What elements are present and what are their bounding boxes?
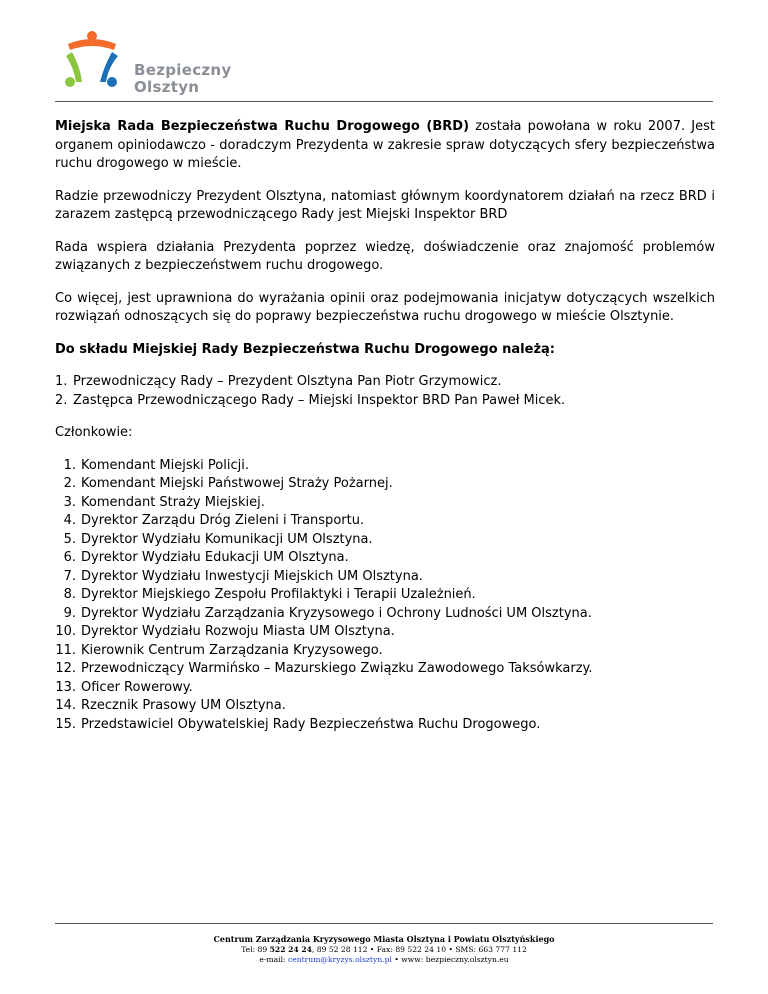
brand-line-1: Bezpieczny: [134, 61, 232, 79]
list-number: 15.: [55, 716, 76, 732]
list-text: Dyrektor Wydziału Inwestycji Miejskich UM Olsztyna.: [81, 568, 423, 584]
tel-label: Tel: 89: [241, 944, 270, 954]
list-item: [55, 549, 715, 568]
footer-contact: [55, 945, 713, 956]
list-text: Przewodniczący Rady – Prezydent Olsztyna Pan Piotr Grzymowicz.: [73, 374, 502, 389]
list-item: [55, 568, 715, 587]
list-number: 12.: [55, 661, 76, 676]
brand-line-2: Olsztyn: [134, 78, 200, 96]
tel-main: 522 24 24: [269, 944, 312, 954]
list-number: 2.: [55, 392, 68, 408]
list-item: [55, 531, 715, 550]
logo: [62, 30, 232, 100]
list-text: Zastępca Przewodniczącego Rady – Miejski Inspektor BRD Pan Paweł Micek.: [73, 392, 566, 408]
list-item: [55, 475, 715, 494]
list-text: Kierownik Centrum Zarządzania Kryzysowego.: [81, 642, 383, 658]
footer-title: Centrum Zarządzania Kryzysowego Miasta Olsztyna i Powiatu Olsztyńskiego: [213, 934, 555, 944]
list-item: [55, 586, 715, 605]
list-item: [55, 494, 715, 513]
www-text: • www: bezpieczny.olsztyn.eu: [391, 955, 509, 964]
list-text: Komendant Miejski Państwowej Straży Pożarnej.: [81, 476, 393, 491]
email-link[interactable]: centrum@kryzys.olsztyn.pl: [287, 955, 392, 964]
list-number: 11.: [55, 642, 76, 658]
list-number: 8.: [63, 587, 76, 602]
list-text: Rzecznik Prasowy UM Olsztyna.: [81, 698, 286, 713]
list-number: 10.: [55, 624, 76, 639]
list-number: 3.: [63, 494, 76, 510]
list-number: 1.: [55, 374, 68, 389]
list-item: [55, 716, 715, 735]
tel-other: , 89 52 28 112 • Fax: 89 522 24 10 • SMS: 663 777 112: [311, 944, 527, 954]
intro-paragraph-3: Rada wspiera działania Prezydenta poprzez wiedzę, doświadczenie oraz znajomość problemów związanych z bezpieczeństwem ruchu drogowego.: [55, 239, 715, 273]
composition-heading: [55, 341, 715, 360]
list-text: Dyrektor Wydziału Edukacji UM Olsztyna.: [81, 550, 349, 565]
document-body: [55, 118, 715, 734]
list-number: 9.: [63, 605, 76, 621]
intro-paragraph-1-text: została powołana w roku 2007. Jest organem opiniodawczo - doradczym Prezydenta w zakresie spraw dotyczących sfery bezpieczeństwa ruchu drogowego w mieście.: [55, 119, 715, 171]
members-list: [55, 457, 715, 735]
list-text: Przedstawiciel Obywatelskiej Rady Bezpieczeństwa Ruchu Drogowego.: [81, 716, 541, 732]
list-text: Dyrektor Wydziału Rozwoju Miasta UM Olsztyna.: [81, 624, 395, 639]
list-text: Oficer Rowerowy.: [81, 679, 193, 695]
composition-heading-text: Do składu Miejskiej Rady Bezpieczeństwa Ruchu Drogowego należą:: [55, 341, 555, 357]
brand-name: [134, 62, 231, 96]
list-number: 13.: [55, 679, 76, 695]
list-number: 14.: [55, 698, 76, 713]
list-item: [55, 679, 715, 698]
footer: [55, 934, 713, 966]
intro-paragraph-2: Radzie przewodniczy Prezydent Olsztyna, natomiast głównym koordynatorem działań na rzecz BRD i zarazem zastępcą przewodniczącego Rady jest Miejski Inspektor BRD: [55, 188, 715, 222]
leaders-list: [55, 373, 715, 410]
footer-web: [55, 955, 713, 966]
list-text: Przewodniczący Warmińsko – Mazurskiego Związku Zawodowego Taksówkarzy.: [81, 661, 593, 676]
list-text: Dyrektor Wydziału Zarządzania Kryzysowego i Ochrony Ludności UM Olsztyna.: [81, 605, 592, 621]
footer-divider: [55, 923, 713, 924]
list-text: Dyrektor Miejskiego Zespołu Profilaktyki i Terapii Uzależnień.: [81, 587, 476, 602]
list-item: [55, 605, 715, 624]
list-item: [55, 660, 715, 679]
list-number: 4.: [63, 513, 76, 528]
members-label: Członkowie:: [55, 425, 133, 440]
intro-paragraph-1: [55, 118, 715, 174]
list-item: [55, 457, 715, 476]
list-text: Komendant Miejski Policji.: [81, 457, 249, 473]
list-item: [55, 392, 715, 411]
list-number: 7.: [63, 568, 76, 584]
list-number: 5.: [63, 531, 76, 547]
council-name: Miejska Rada Bezpieczeństwa Ruchu Drogowego (BRD): [55, 119, 470, 134]
list-item: [55, 697, 715, 716]
list-number: 6.: [63, 550, 76, 565]
list-item: [55, 512, 715, 531]
list-text: Dyrektor Wydziału Komunikacji UM Olsztyna.: [81, 531, 373, 547]
logo-mark-icon: [62, 30, 122, 92]
email-label: e-mail:: [259, 955, 288, 964]
list-number: 2.: [63, 476, 76, 491]
list-item: [55, 623, 715, 642]
list-item: [55, 373, 715, 392]
header-divider: [55, 101, 713, 102]
list-text: Komendant Straży Miejskiej.: [81, 494, 265, 510]
list-text: Dyrektor Zarządu Dróg Zieleni i Transportu.: [81, 513, 365, 528]
intro-paragraph-4: Co więcej, jest uprawniona do wyrażania opinii oraz podejmowania inicjatyw dotyczących wszelkich rozwiązań odnoszących się do poprawy bezpieczeństwa ruchu drogowego w mieście Olsztynie.: [55, 290, 715, 324]
list-item: [55, 642, 715, 661]
list-number: 1.: [63, 457, 76, 473]
